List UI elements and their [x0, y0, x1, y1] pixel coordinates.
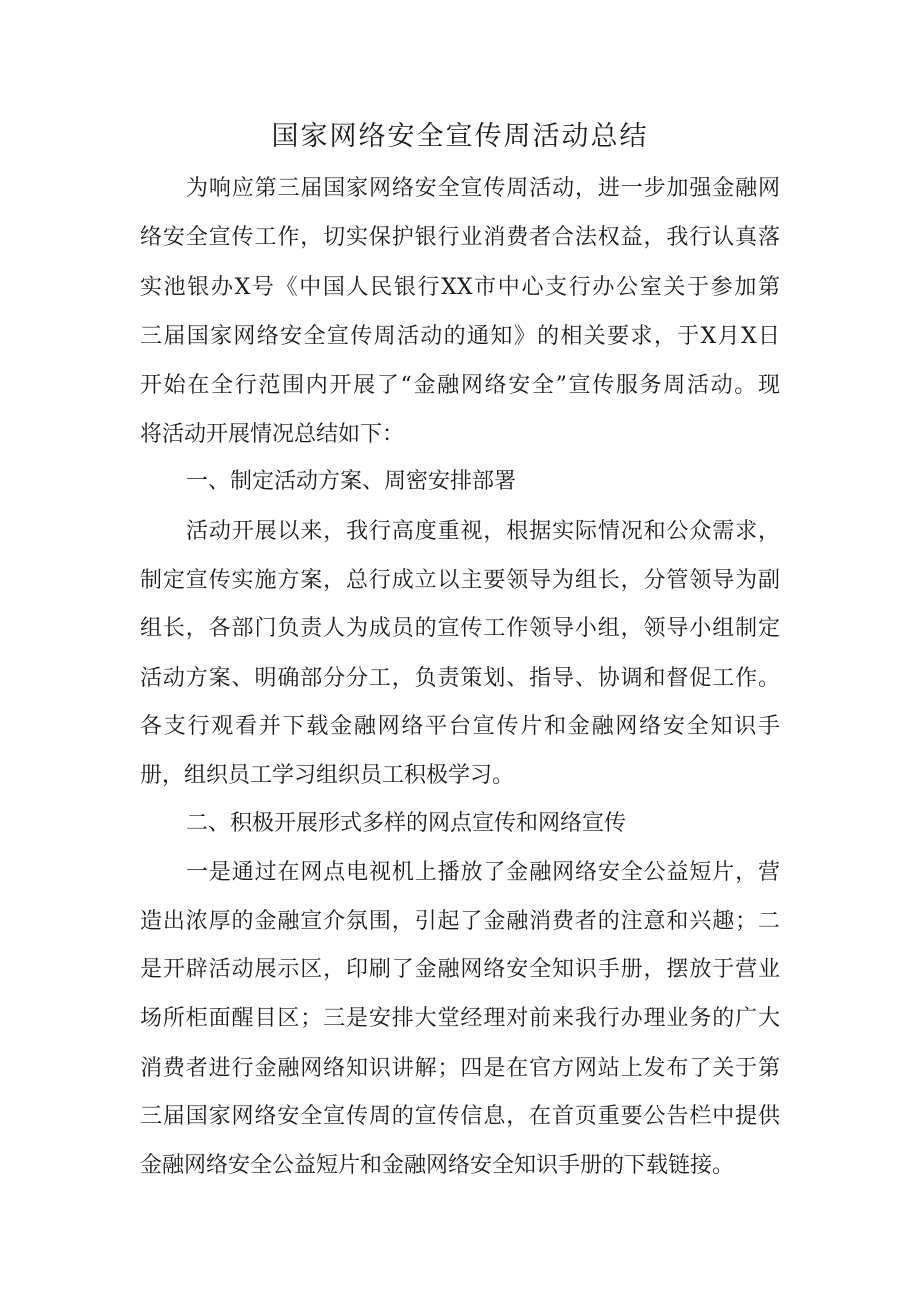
document-title: 国家网络安全宣传周活动总结: [271, 121, 649, 152]
paragraph-line: 金融网络安全公益短片和金融网络安全知识手册的下载链接。: [140, 1153, 735, 1178]
paragraph-line: 将活动开展情况总结如下：: [140, 422, 405, 447]
paragraph-line: 各支行观看并下载金融网络平台宣传片和金融网络安全知识手: [140, 714, 780, 739]
paragraph-line: 场所柜面醒目区；三是安排大堂经理对前来我行办理业务的广大: [140, 1006, 780, 1031]
paragraph-line: 活动开展以来，我行高度重视，根据实际情况和公众需求，: [186, 519, 780, 544]
paragraph-line: 为响应第三届国家网络安全宣传周活动，进一步加强金融网: [186, 176, 780, 201]
paragraph-line: 三届国家网络安全宣传周的宣传信息，在首页重要公告栏中提供: [140, 1104, 780, 1129]
paragraph-line: 活动方案、明确部分分工，负责策划、指导、协调和督促工作。: [140, 666, 780, 691]
paragraph-line: 造出浓厚的金融宣介氛围，引起了金融消费者的注意和兴趣；二: [140, 909, 780, 934]
paragraph-line: 制定宣传实施方案，总行成立以主要领导为组长，分管领导为副: [140, 568, 780, 593]
paragraph-line: 组长，各部门负责人为成员的宣传工作领导小组，领导小组制定: [140, 616, 780, 641]
paragraph-line: 实池银办X号《中国人民银行XX市中心支行办公室关于参加第: [140, 275, 780, 300]
paragraph-line: 开始在全行范围内开展了“金融网络安全”宣传服务周活动。现: [140, 373, 780, 398]
paragraph-line: 一是通过在网点电视机上播放了金融网络安全公益短片，营: [186, 860, 780, 885]
section-heading-1: 一、制定活动方案、周密安排部署: [186, 469, 517, 494]
paragraph-line: 络安全宣传工作，切实保护银行业消费者合法权益，我行认真落: [140, 225, 780, 250]
section-heading-2: 二、积极开展形式多样的网点宣传和网络宣传: [186, 811, 627, 836]
paragraph-line: 是开辟活动展示区，印刷了金融网络安全知识手册，摆放于营业: [140, 957, 780, 982]
paragraph-line: 消费者进行金融网络知识讲解；四是在官方网站上发布了关于第: [140, 1056, 780, 1081]
paragraph-line: 三届国家网络安全宣传周活动的通知》的相关要求，于X月X日: [140, 324, 780, 349]
paragraph-line: 册，组织员工学习组织员工积极学习。: [140, 763, 515, 788]
